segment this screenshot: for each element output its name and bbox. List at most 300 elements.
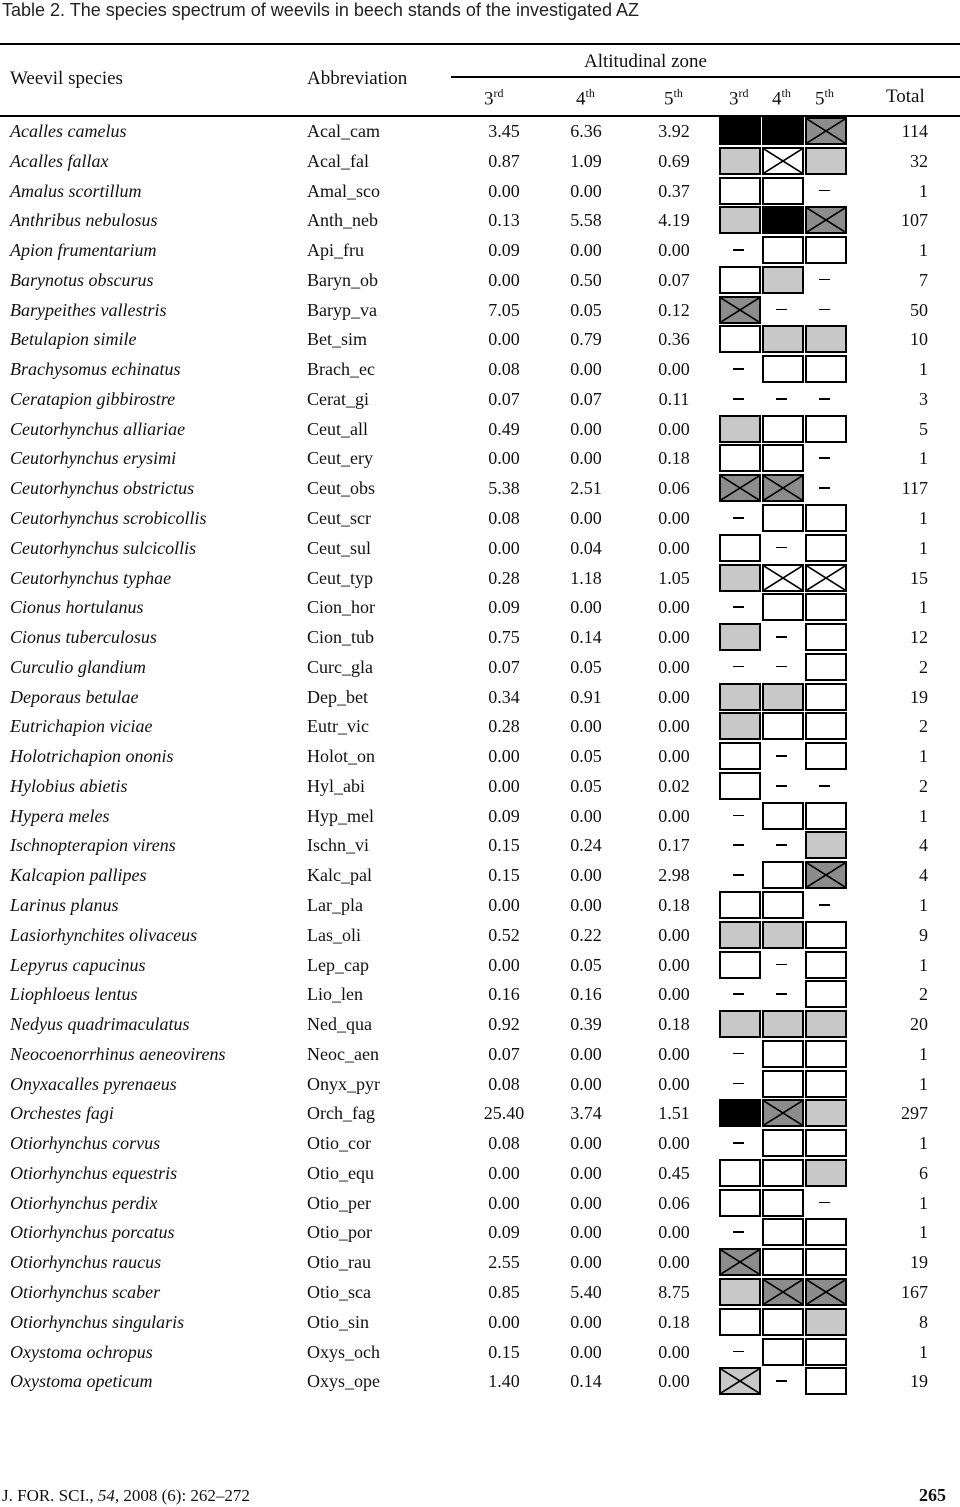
class-zone-3-dash (719, 1040, 761, 1068)
class-zone-4-dash (762, 742, 804, 770)
table-row (0, 146, 960, 176)
value-zone-4: 0.00 (570, 1162, 602, 1183)
class-zone-4-black-x-cell (762, 117, 804, 145)
class-zone-3-dash (719, 1218, 761, 1246)
species-name: Kalcapion pallipes (10, 865, 147, 886)
table-row (0, 592, 960, 622)
species-abbreviation: Brach_ec (307, 359, 375, 380)
table-row (0, 771, 960, 801)
class-zone-5-empty-cell (805, 712, 847, 740)
value-zone-3: 0.00 (488, 1192, 520, 1213)
class-zone-3-dash (719, 861, 761, 889)
value-zone-3: 0.75 (488, 627, 520, 648)
table-row (0, 920, 960, 950)
class-zone-5-dark-x-cell (805, 861, 847, 889)
value-zone-4: 0.00 (570, 716, 602, 737)
value-zone-3: 0.00 (488, 1311, 520, 1332)
value-zone-5: 0.07 (658, 269, 690, 290)
class-zone-5-empty-cell (805, 504, 847, 532)
header-abbreviation: Abbreviation (307, 68, 408, 89)
value-zone-5: 0.00 (658, 240, 690, 261)
species-abbreviation: Kalc_pal (307, 865, 372, 886)
value-zone-4: 5.40 (570, 1282, 602, 1303)
value-zone-4: 6.36 (570, 121, 602, 141)
species-name: Oxystoma ochropus (10, 1341, 153, 1362)
class-zone-4-empty-cell (762, 1218, 804, 1246)
dash-mark (776, 964, 787, 966)
value-zone-4: 0.00 (570, 1252, 602, 1273)
value-zone-5: 0.00 (658, 746, 690, 767)
species-name: Lasiorhynchites olivaceus (10, 924, 198, 945)
value-zone-4: 0.00 (570, 240, 602, 261)
zone-rule (451, 76, 960, 78)
value-zone-3: 0.09 (488, 805, 520, 826)
species-abbreviation: Orch_fag (307, 1103, 375, 1124)
value-zone-4: 0.00 (570, 448, 602, 469)
table-row (0, 533, 960, 563)
value-zone-3: 1.40 (488, 1371, 520, 1392)
class-zone-3-empty-cell (719, 1308, 761, 1336)
class-zone-5-dark-x-cell (805, 117, 847, 145)
species-name: Otiorhynchus corvus (10, 1133, 161, 1154)
species-abbreviation: Holot_on (307, 746, 376, 767)
class-zone-5-empty-cell (805, 1367, 847, 1395)
cross-mark (721, 1250, 759, 1274)
value-zone-5: 0.12 (658, 299, 690, 320)
dash-mark (776, 755, 787, 757)
class-zone-5-empty-cell (805, 921, 847, 949)
value-zone-5: 0.00 (658, 716, 690, 737)
species-abbreviation: Neoc_aen (307, 1043, 379, 1064)
class-zone-4-dash (762, 534, 804, 562)
value-zone-4: 0.79 (570, 329, 602, 350)
class-zone-3-dash (719, 593, 761, 621)
species-abbreviation: Curc_gla (307, 656, 373, 677)
species-abbreviation: Acal_fal (307, 150, 369, 171)
top-rule (0, 43, 960, 45)
class-zone-4-empty-cell (762, 504, 804, 532)
value-zone-3: 0.15 (488, 835, 520, 856)
class-zone-4-empty-cell (762, 712, 804, 740)
table-row (0, 1188, 960, 1218)
species-name: Otiorhynchus porcatus (10, 1222, 175, 1243)
dash-mark (733, 993, 744, 995)
species-abbreviation: Hyl_abi (307, 775, 365, 796)
class-zone-3-dash (719, 980, 761, 1008)
class-zone-4-empty-cell (762, 1129, 804, 1157)
class-zone-3-empty-cell (719, 1189, 761, 1217)
class-zone-5-empty-cell (805, 980, 847, 1008)
class-zone-5-light-cell (805, 1308, 847, 1336)
value-zone-4: 0.04 (570, 537, 602, 558)
table-row (0, 1337, 960, 1367)
value-zone-3: 0.00 (488, 895, 520, 916)
value-zone-4: 0.00 (570, 418, 602, 439)
total-count: 167 (901, 1282, 928, 1303)
value-zone-5: 0.37 (658, 180, 690, 201)
species-abbreviation: Otio_sca (307, 1282, 371, 1303)
species-abbreviation: Oxys_och (307, 1341, 380, 1362)
dash-mark (733, 368, 744, 370)
table-row (0, 830, 960, 860)
value-zone-5: 0.18 (658, 895, 690, 916)
class-zone-3-empty-cell (719, 266, 761, 294)
value-zone-3: 0.08 (488, 1133, 520, 1154)
value-zone-4: 0.00 (570, 1311, 602, 1332)
total-count: 1 (919, 1073, 928, 1094)
species-name: Curculio glandium (10, 656, 146, 677)
total-count: 1 (919, 537, 928, 558)
class-zone-4-dark-x-cell (762, 474, 804, 502)
species-abbreviation: Dep_bet (307, 686, 368, 707)
dash-mark (819, 398, 830, 400)
value-zone-5: 0.00 (658, 1043, 690, 1064)
species-abbreviation: Ischn_vi (307, 835, 369, 856)
class-zone-5-light-cell (805, 1159, 847, 1187)
class-zone-5-empty-cell (805, 1248, 847, 1276)
dash-mark (733, 1231, 744, 1233)
class-zone-3-dash (719, 355, 761, 383)
dash-mark (819, 279, 830, 281)
class-zone-4-empty-x-cell (762, 564, 804, 592)
species-abbreviation: Baryp_va (307, 299, 377, 320)
species-name: Nedyus quadrimaculatus (10, 1014, 190, 1035)
value-zone-5: 0.02 (658, 775, 690, 796)
species-name: Hypera meles (10, 805, 110, 826)
table-row (0, 1128, 960, 1158)
cross-mark (721, 119, 759, 143)
species-name: Orchestes fagi (10, 1103, 114, 1124)
cross-mark (721, 476, 759, 500)
value-zone-5: 0.06 (658, 1192, 690, 1213)
table-row (0, 1069, 960, 1099)
journal-footer: J. FOR. SCI., 54, 2008 (6): 262–272 (2, 1486, 250, 1505)
total-count: 32 (910, 150, 928, 171)
value-zone-4: 0.00 (570, 1222, 602, 1243)
value-zone-4: 0.14 (570, 627, 602, 648)
class-zone-3-dash (719, 504, 761, 532)
table-row (0, 1366, 960, 1396)
total-count: 1 (919, 1133, 928, 1154)
class-zone-4-empty-cell (762, 1159, 804, 1187)
dash-mark (776, 666, 787, 668)
class-zone-3-light-cell (719, 712, 761, 740)
class-zone-5-dash (805, 266, 847, 294)
value-zone-4: 0.05 (570, 746, 602, 767)
class-zone-4-light-cell (762, 921, 804, 949)
species-abbreviation: Anth_neb (307, 210, 378, 231)
cross-mark (807, 566, 845, 590)
class-zone-4-empty-x-cell (762, 147, 804, 175)
class-zone-4-dark-x-cell (762, 1278, 804, 1306)
total-count: 2 (919, 775, 928, 796)
value-zone-5: 0.00 (658, 1133, 690, 1154)
value-zone-5: 0.00 (658, 805, 690, 826)
value-zone-5: 0.06 (658, 478, 690, 499)
value-zone-4: 3.74 (570, 1103, 602, 1124)
value-zone-3: 0.13 (488, 210, 520, 231)
table-row (0, 1277, 960, 1307)
value-zone-4: 5.58 (570, 210, 602, 231)
class-zone-4-dash (762, 831, 804, 859)
species-name: Lepyrus capucinus (10, 954, 146, 975)
value-zone-3: 0.28 (488, 567, 520, 588)
value-zone-5: 3.92 (658, 121, 690, 141)
total-count: 8 (919, 1311, 928, 1332)
class-zone-5-dash (805, 296, 847, 324)
table-row (0, 265, 960, 295)
table-caption: Table 2. The species spectrum of weevils in beech stands of the investigated AZ (2, 0, 640, 20)
cross-mark (764, 1280, 802, 1304)
value-zone-5: 0.18 (658, 1311, 690, 1332)
species-abbreviation: Ned_qua (307, 1014, 372, 1035)
class-zone-5-dark-x-cell (805, 206, 847, 234)
table-row (0, 414, 960, 444)
class-zone-3-light-cell (719, 415, 761, 443)
table-row (0, 1039, 960, 1069)
species-name: Ceratapion gibbirostre (10, 388, 176, 409)
dash-mark (819, 309, 830, 311)
class-zone-4-empty-cell (762, 861, 804, 889)
dash-mark (733, 606, 744, 608)
class-zone-3-light-cell (719, 623, 761, 651)
class-zone-4-light-cell (762, 325, 804, 353)
class-zone-5-empty-cell (805, 1070, 847, 1098)
table-row (0, 1009, 960, 1039)
total-count: 1 (919, 508, 928, 528)
dash-mark (819, 190, 830, 192)
cross-mark (721, 1369, 759, 1393)
class-zone-5-dash (805, 177, 847, 205)
class-zone-5-empty-cell (805, 415, 847, 443)
cross-mark (764, 566, 802, 590)
value-zone-4: 0.39 (570, 1014, 602, 1035)
class-zone-5-dash (805, 891, 847, 919)
class-zone-5-dash (805, 444, 847, 472)
value-zone-5: 0.00 (658, 537, 690, 558)
header-zone-4: 4th (576, 86, 595, 110)
table-row (0, 950, 960, 980)
class-zone-4-empty-cell (762, 802, 804, 830)
value-zone-5: 8.75 (658, 1282, 690, 1303)
cross-mark (807, 1280, 845, 1304)
value-zone-3: 0.08 (488, 508, 520, 528)
total-count: 1 (919, 1043, 928, 1064)
species-name: Cionus hortulanus (10, 597, 144, 618)
species-abbreviation: Cion_tub (307, 627, 375, 648)
class-zone-5-empty-cell (805, 742, 847, 770)
total-count: 2 (919, 984, 928, 1005)
class-zone-3-empty-cell (719, 325, 761, 353)
table-row (0, 682, 960, 712)
total-count: 1 (919, 746, 928, 767)
dash-mark (733, 874, 744, 876)
value-zone-3: 0.09 (488, 240, 520, 261)
value-zone-3: 0.00 (488, 775, 520, 796)
cross-mark (764, 1101, 802, 1125)
value-zone-4: 0.07 (570, 388, 602, 409)
class-zone-5-empty-cell (805, 623, 847, 651)
class-zone-3-dash (719, 1129, 761, 1157)
class-zone-3-dash (719, 236, 761, 264)
total-count: 1 (919, 1341, 928, 1362)
class-zone-3-light-x-cell (719, 1367, 761, 1395)
class-zone-3-dash (719, 385, 761, 413)
class-zone-5-light-cell (805, 147, 847, 175)
class-zone-3-dark-x-cell (719, 1248, 761, 1276)
value-zone-3: 0.28 (488, 716, 520, 737)
species-name: Deporaus betulae (10, 686, 139, 707)
class-zone-3-black-x-cell (719, 117, 761, 145)
cross-mark (807, 208, 845, 232)
value-zone-3: 0.15 (488, 865, 520, 886)
table-row (0, 503, 960, 533)
species-name: Betulapion simile (10, 329, 137, 350)
total-count: 10 (910, 329, 928, 350)
value-zone-4: 0.00 (570, 865, 602, 886)
class-zone-5-empty-cell (805, 653, 847, 681)
value-zone-3: 2.55 (488, 1252, 520, 1273)
table-row (0, 176, 960, 206)
class-zone-4-light-cell (762, 1010, 804, 1038)
class-zone-5-light-cell (805, 325, 847, 353)
class-zone-4-light-cell (762, 683, 804, 711)
class-zone-4-empty-cell (762, 1308, 804, 1336)
header-zone-3: 3rd (484, 86, 504, 110)
species-abbreviation: Cion_hor (307, 597, 376, 618)
table-row (0, 711, 960, 741)
value-zone-4: 2.51 (570, 478, 602, 499)
table-row (0, 1098, 960, 1128)
class-zone-4-empty-cell (762, 236, 804, 264)
value-zone-4: 0.22 (570, 924, 602, 945)
value-zone-5: 0.00 (658, 1371, 690, 1392)
class-zone-4-empty-cell (762, 1338, 804, 1366)
total-count: 1 (919, 1192, 928, 1213)
species-abbreviation: Cerat_gi (307, 388, 369, 409)
value-zone-5: 0.00 (658, 656, 690, 677)
dash-mark (733, 1053, 744, 1055)
value-zone-5: 1.51 (658, 1103, 690, 1124)
species-name: Larinus planus (10, 895, 119, 916)
header-zone-5: 5th (664, 86, 683, 110)
value-zone-3: 5.38 (488, 478, 520, 499)
table-row (0, 741, 960, 771)
total-count: 2 (919, 656, 928, 677)
value-zone-3: 0.15 (488, 1341, 520, 1362)
header-altitudinal-zone: Altitudinal zone (584, 51, 707, 72)
class-zone-4-dash (762, 1367, 804, 1395)
total-count: 9 (919, 924, 928, 945)
class-zone-3-light-cell (719, 1010, 761, 1038)
class-zone-5-dash (805, 1189, 847, 1217)
class-zone-4-empty-cell (762, 177, 804, 205)
class-zone-3-dash (719, 802, 761, 830)
species-abbreviation: Otio_per (307, 1192, 371, 1213)
dash-mark (733, 517, 744, 519)
class-zone-5-empty-cell (805, 951, 847, 979)
class-zone-5-empty-cell (805, 1218, 847, 1246)
table-row (0, 116, 960, 146)
class-zone-5-empty-cell (805, 236, 847, 264)
table-row (0, 235, 960, 265)
value-zone-3: 0.00 (488, 954, 520, 975)
table-row (0, 384, 960, 414)
species-name: Eutrichapion viciae (10, 716, 153, 737)
total-count: 19 (910, 686, 928, 707)
species-name: Acalles camelus (10, 121, 127, 141)
class-zone-4-empty-cell (762, 593, 804, 621)
class-zone-4-dash (762, 653, 804, 681)
species-name: Otiorhynchus raucus (10, 1252, 162, 1273)
class-zone-4-dark-x-cell (762, 1099, 804, 1127)
class-zone-5-dash (805, 385, 847, 413)
total-count: 4 (919, 865, 928, 886)
class-zone-3-empty-cell (719, 444, 761, 472)
value-zone-3: 0.85 (488, 1282, 520, 1303)
species-abbreviation: Ceut_sul (307, 537, 372, 558)
value-zone-5: 2.98 (658, 865, 690, 886)
species-name: Ceutorhynchus scrobicollis (10, 508, 207, 528)
class-zone-3-empty-cell (719, 891, 761, 919)
cross-mark (764, 119, 802, 143)
dash-mark (733, 398, 744, 400)
class-zone-5-light-cell (805, 831, 847, 859)
total-count: 12 (910, 627, 928, 648)
class-zone-3-dark-x-cell (719, 474, 761, 502)
value-zone-5: 0.00 (658, 1341, 690, 1362)
species-abbreviation: Amal_sco (307, 180, 380, 201)
species-abbreviation: Lar_pla (307, 895, 363, 916)
value-zone-4: 0.05 (570, 656, 602, 677)
class-zone-5-dash (805, 474, 847, 502)
dash-mark (776, 785, 787, 787)
value-zone-5: 0.69 (658, 150, 690, 171)
class-zone-3-light-cell (719, 564, 761, 592)
class-zone-5-empty-cell (805, 683, 847, 711)
species-name: Otiorhynchus perdix (10, 1192, 158, 1213)
class-zone-4-dash (762, 623, 804, 651)
class-zone-4-dash (762, 951, 804, 979)
species-abbreviation: Onyx_pyr (307, 1073, 380, 1094)
table-row (0, 443, 960, 473)
total-count: 1 (919, 180, 928, 201)
total-count: 50 (910, 299, 928, 320)
table-row (0, 1158, 960, 1188)
total-count: 19 (910, 1252, 928, 1273)
value-zone-5: 0.00 (658, 508, 690, 528)
value-zone-5: 0.00 (658, 1222, 690, 1243)
total-count: 4 (919, 835, 928, 856)
species-name: Liophloeus lentus (10, 984, 138, 1005)
species-name: Barynotus obscurus (10, 269, 154, 290)
value-zone-3: 0.16 (488, 984, 520, 1005)
total-count: 20 (910, 1014, 928, 1035)
class-zone-4-empty-cell (762, 415, 804, 443)
class-zone-5-empty-cell (805, 802, 847, 830)
species-name: Acalles fallax (10, 150, 109, 171)
total-count: 297 (901, 1103, 928, 1124)
value-zone-3: 0.00 (488, 537, 520, 558)
dash-mark (776, 547, 787, 549)
value-zone-4: 0.00 (570, 597, 602, 618)
species-abbreviation: Lio_len (307, 984, 363, 1005)
value-zone-4: 0.05 (570, 775, 602, 796)
value-zone-3: 0.07 (488, 1043, 520, 1064)
dash-mark (776, 398, 787, 400)
total-count: 1 (919, 895, 928, 916)
species-name: Ceutorhynchus typhae (10, 567, 172, 588)
